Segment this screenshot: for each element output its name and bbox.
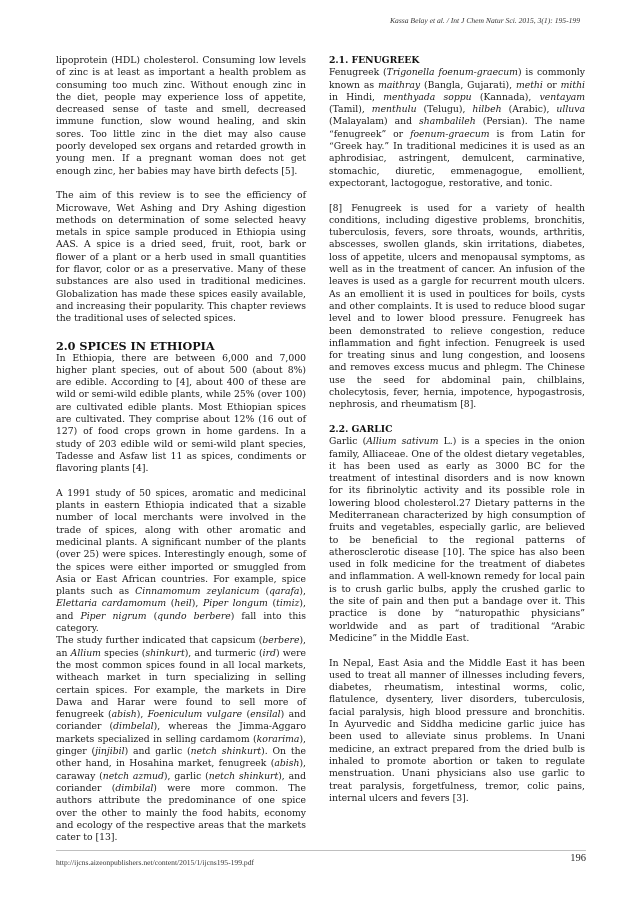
paragraph-garlic-uses: In Nepal, East Asia and the Middle East it has been used to treat all manner of illnesses including fevers, diabetes, rheumatism, intestinal worms, colic, flatulence, dysentery, liver disorders, tuberculosis, facial paralysis, high blood pressure and bronchitis. In Ayurvedic and Siddha medicine garlic juice has been used to alleviate sinus problems. In Unani medicine, an extract prepared from the dried bulb is inhaled to promote abortion or taken to regulate menstruation. Unani physicians also use garlic to treat paralysis, forgetfulness, tremor, colic pains, internal ulcers and fevers [3]. <box>329 657 585 804</box>
right-column <box>329 55 585 817</box>
section-heading-garlic: 2.2. GARLIC <box>329 423 393 435</box>
page-number: 196 <box>570 853 586 864</box>
paragraph-markets: The study further indicated that capsicum (berbere), an Allium species (shinkurt), and turmeric (ird) were the most common spices found in all local markets, witheach market in turn specializing in selling certain spices. For example, the markets in Dire Dawa and Harar were found to sell more of fenugreek (abish), Foeniculum vulgare (ensilal) and coriander (dimbelal), whereas the Jimma-Aggaro markets specialized in selling cardamom (korarima), ginger (jinjibil) and garlic (netch shinkurt). On the other hand, in Hosahina market, fenugreek (abish), caraway (netch azmud), garlic (netch shinkurt), and coriander (dimbilal) were more common. The authors attribute the predominance of one spice over the other to mainly the food habits, economy and ecology of the respective areas that the markets cater to [13]. <box>56 635 307 844</box>
section-heading-spices-ethiopia: 2.0 SPICES IN ETHIOPIA <box>56 338 215 353</box>
paragraph-garlic-intro: Garlic (Allium sativum L.) is a species in the onion family, Alliaceae. One of the oldest dietary vegetables, it has been used as early as 3000 BC for the treatment of intestinal disorders and is now known for its fibrinolytic activity and its possible role in lowering blood cholesterol.27 Dietary patterns in the Mediterranean characterized by high consumption of fruits and vegetables, especially garlic, are believed to be beneficial to the regional patterns of atherosclerotic disease [10]. The spice has also been used in folk medicine for the treatment of diabetes and inflammation. A well-known remedy for local pain is to crush garlic bulbs, apply the crushed garlic to the site of pain and then put a bandage over it. This practice is done by “naturopathic physicians” worldwide and as part of traditional “Arabic Medicine” in the Middle East. <box>329 436 585 644</box>
paragraph-fenugreek-names: Fenugreek (Trigonella foenum-graecum) is commonly known as maithray (Bangla, Gujarati), methi or mithi in Hindi, menthyada soppu (Kannada), ventayam (Tamil), menthulu (Telugu), hilbeh (Arabic), ulluva (Malayalam) and shambalileh (Persian). The name “fenugreek” or foenum-graecum is from Latin for “Greek hay.” In traditional medicines it is used as an aphrodisiac, astringent, demulcent, carminative, stomachic, diuretic, emmenagogue, emollient, expectorant, lactogogue, restorative, and tonic. <box>329 67 585 189</box>
paragraph-1991-study: A 1991 study of 50 spices, aromatic and medicinal plants in eastern Ethiopia indicated that a sizable number of local merchants were involved in the trade of spices, along with other aromatic and medicinal plants. A significant number of the plants (over 25) were spices. Interestingly enough, some of the spices were either imported or smuggled from Asia or East African countries. For example, spice plants such as Cinnamomum zeylanicum (qarafa), Elettaria cardamomum (heil), Piper longum (timiz), and Piper nigrum (qundo berbere) fall into this category. <box>56 487 306 635</box>
paragraph-ethiopia-plants: In Ethiopia, there are between 6,000 and 7,000 higher plant species, out of about 500 (about 8%) are edible. According to [4], about 400 of these are wild or semi-wild edible plants, while 25% (over 100) are cultivated edible plants. Most Ethiopian spices are cultivated. They comprise about 12% (16 out of 127) of food crops grown in home gardens. In a study of 203 edible wild or semi-wild plant species, Tadesse and Asfaw list 11 as spices, condiments or flavoring plants [4]. <box>56 352 306 475</box>
paragraph-fenugreek-uses: [8] Fenugreek is used for a variety of health conditions, including digestive problems, bronchitis, tuberculosis, fevers, sore throats, wounds, arthritis, abscesses, swollen glands, skin irritations, diabetes, loss of appetite, ulcers and menopausal symptoms, as well as in the treatment of cancer. An infusion of the leaves is used as a gargle for recurrent mouth ulcers. As an emollient it is used in poultices for boils, cysts and other complaints. It is used to reduce blood sugar level and to lower blood pressure. Fenugreek has been demonstrated to relieve congestion, reduce inflammation and fight infection. Fenugreek is used for treating sinus and lung congestion, and loosens and removes excess mucus and phlegm. The Chinese use the seed for abdominal pain, chilblains, cholecytosis, fever, hernia, impotence, hypogastrosis, nephrosis, and rheumatism [8]. <box>329 202 585 411</box>
section-heading-fenugreek: 2.1. FENUGREEK <box>329 55 420 66</box>
left-column <box>56 55 306 857</box>
running-header: Kassa Belay et al. / Int J Chem Natur Sci. 2015, 3(1): 195-199 <box>389 16 580 25</box>
paragraph-zinc: lipoprotein (HDL) cholesterol. Consuming low levels of zinc is at least as important a health problem as consuming too much zinc. Without enough zinc in the diet, people may experience loss of appetite, decreased sense of taste and smell, decreased immune function, slow wound healing, and skin sores. Too little zinc in the diet may also cause poorly developed sex organs and retarded growth in young men. If a pregnant woman does not get enough zinc, her babies may have birth defects [5]. <box>56 55 306 177</box>
paragraph-review-aim: The aim of this review is to see the efficiency of Microwave, Wet Ashing and Dry Ashing digestion methods on determination of some selected heavy metals in spice sample produced in Ethiopia using AAS. A spice is a dried seed, fruit, root, bark or flower of a plant or a herb used in small quantities for flavor, color or as a preservative. Many of these substances are also used in traditional medicines. Globalization has made these spices easily available, and increasing their popularity. This chapter reviews the traditional uses of selected spices. <box>56 190 306 325</box>
footer-divider <box>56 850 586 851</box>
footer-url: http://ijcns.aizeonpublishers.net/content/2015/1/ijcns195-199.pdf <box>56 858 255 867</box>
